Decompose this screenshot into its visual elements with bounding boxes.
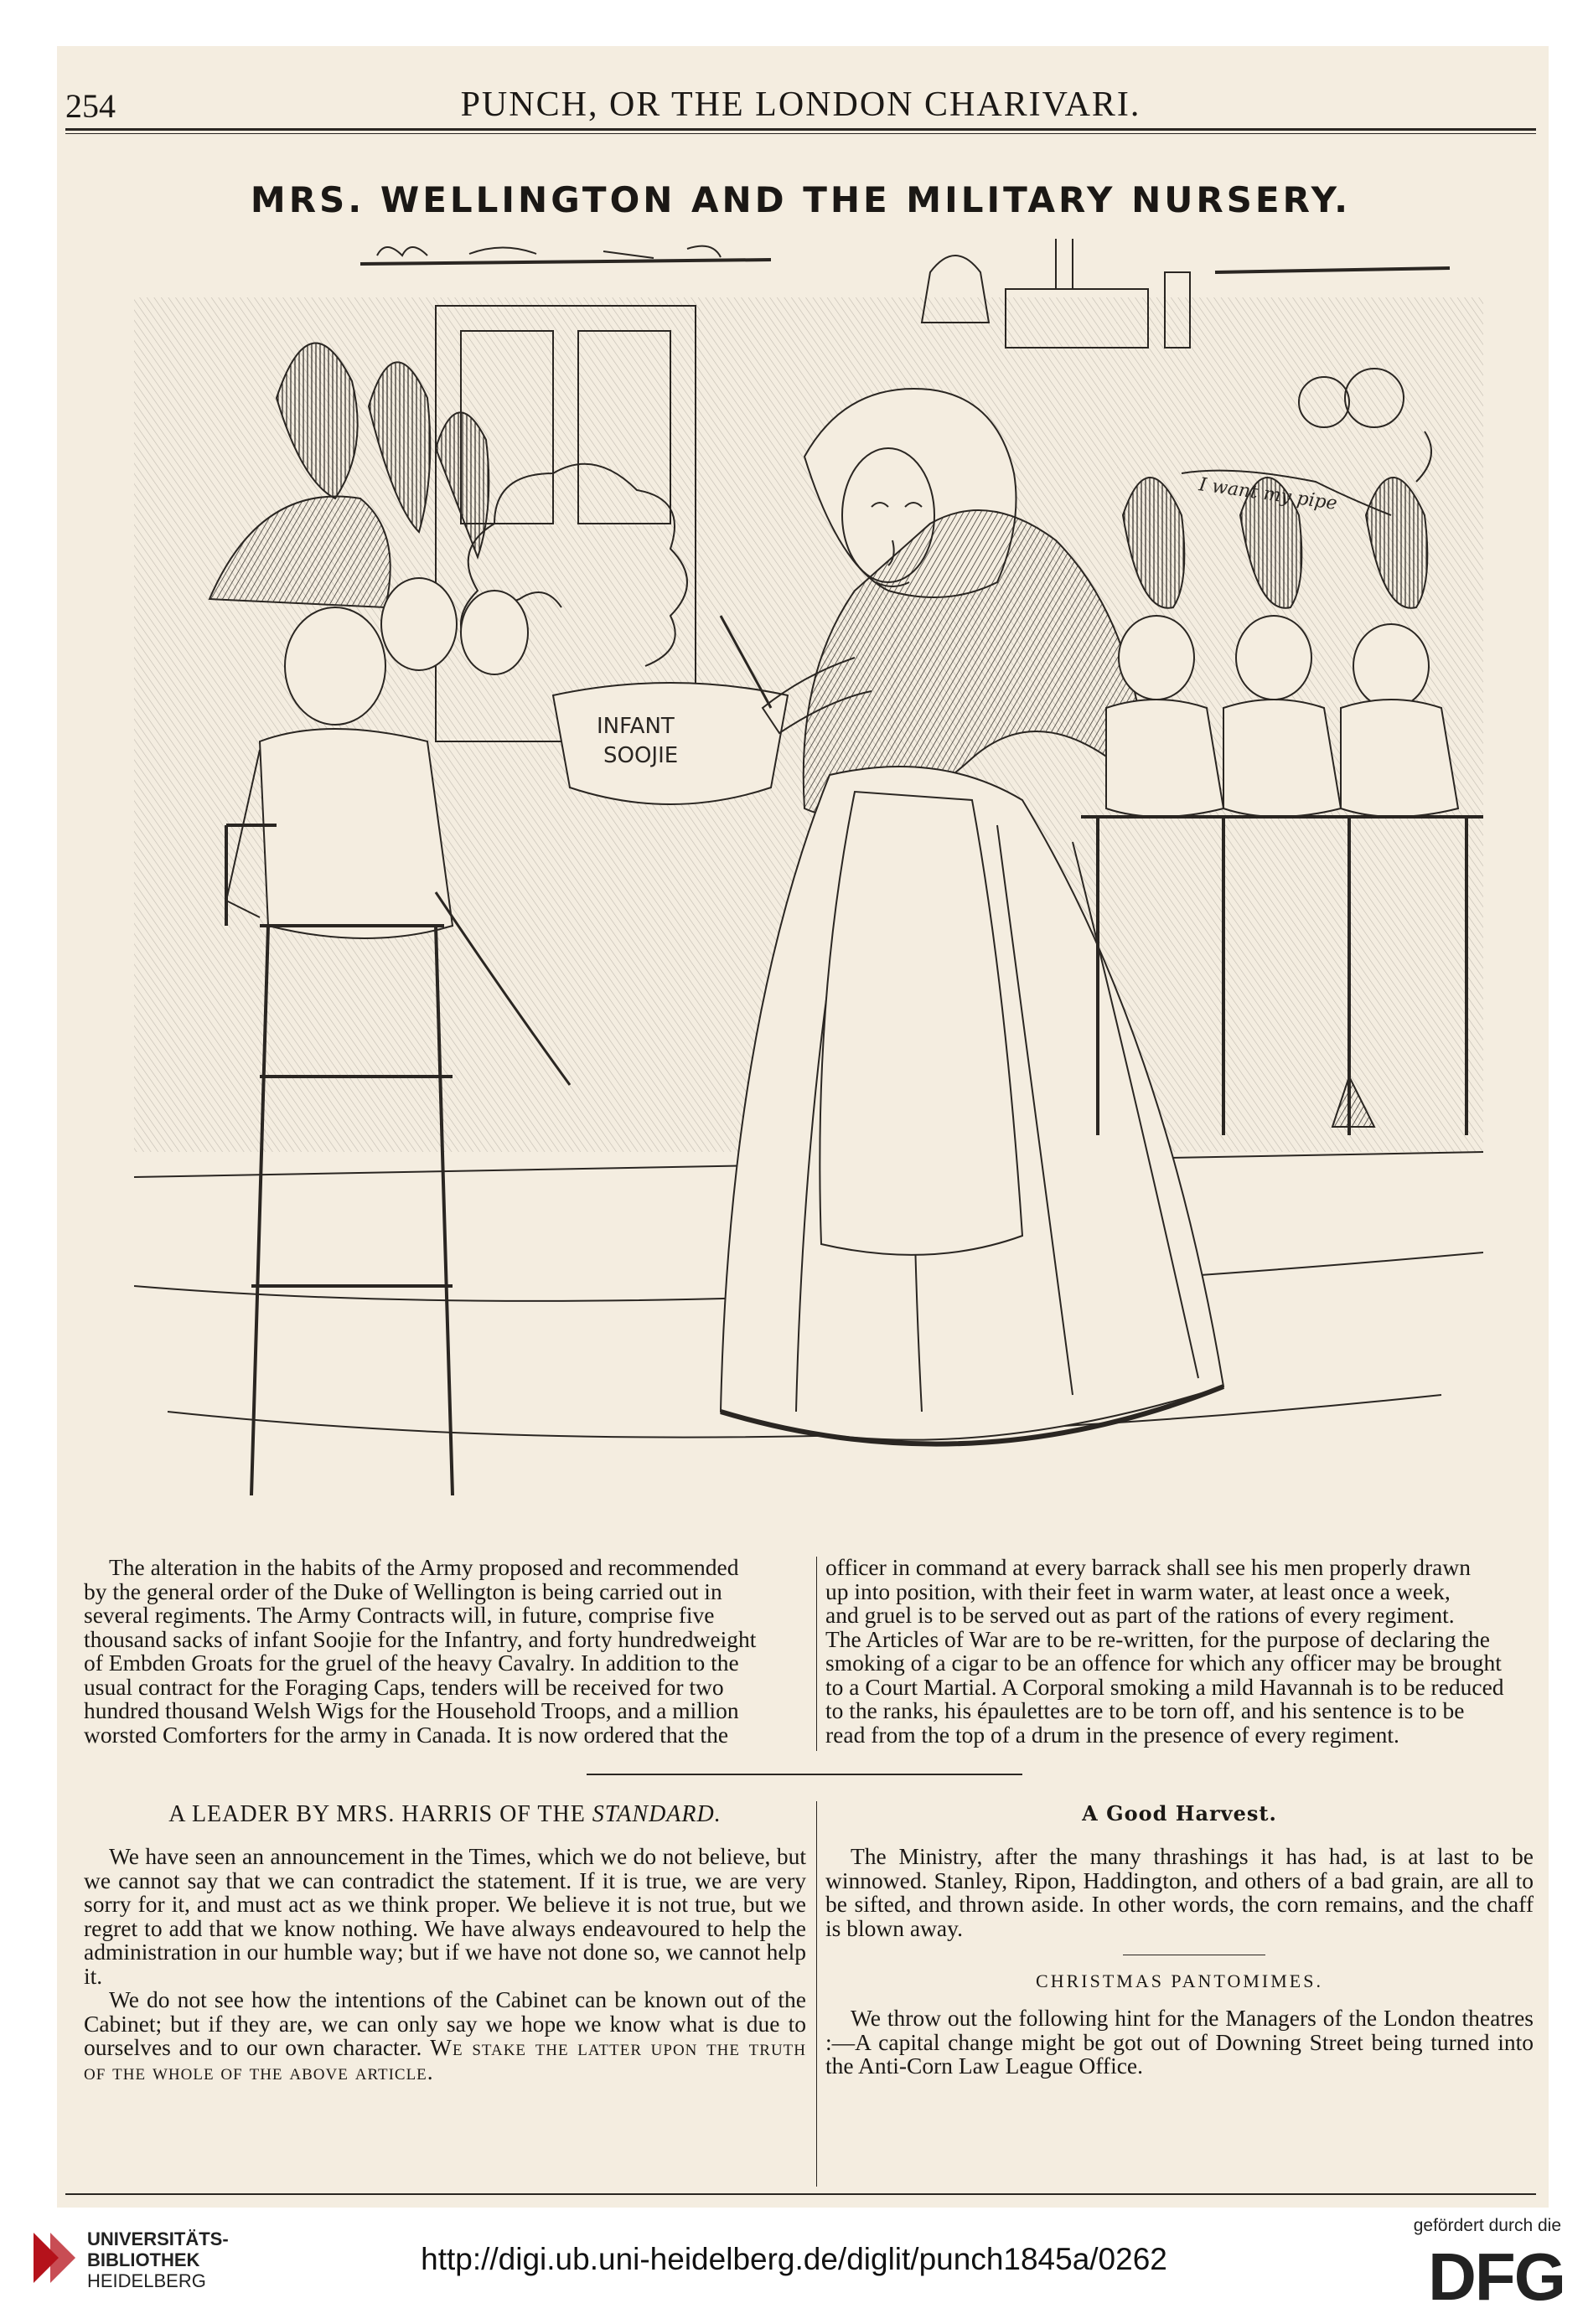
leader-paragraph-1: We have seen an announcement in the Times, which we do not believe, but we cannot say that we can contradict the statement. If it is true, we are very sorry for it, and must act as we think proper. We believe it is not true, but we regret to add that we know nothing. We have always endeavoured to help the administration in our humble way; but if we have not done so, we cannot help it. (84, 1843, 806, 1989)
article-right-column (825, 1556, 1534, 1747)
column-divider-lower (816, 1801, 817, 2187)
leader-paragraph-2-text: We do not see how the intentions of the Cabinet can be known out of the Cabinet; but if they are, we can only say we hope we know what is due to ourselves and to our own character. (84, 1986, 806, 2060)
library-name-line2: BIBLIOTHEK (87, 2249, 200, 2270)
speech-text: I want my pipe (1197, 474, 1339, 515)
article-line: smoking of a cigar to be an offence for which any officer may be brought (825, 1650, 1502, 1676)
running-head (65, 80, 1536, 130)
article-line: by the general order of the Duke of Wellington is being carried out in (84, 1578, 722, 1604)
leader-title-text: A LEADER BY MRS. HARRIS OF THE (168, 1801, 592, 1827)
article-left-column (84, 1556, 806, 1747)
article-line: worsted Comforters for the army in Canada. It is now ordered that the (84, 1721, 729, 1748)
pantomimes-paragraph: We throw out the following hint for the Managers of the London theatres :—A capital change might be got out of Downing Street being turned into the Anti-Corn Law League Office. (825, 2005, 1534, 2079)
leader-paragraph-2 (84, 1988, 806, 2084)
leader-body (84, 1845, 806, 2084)
bowl-label-2: SOOJIE (603, 743, 679, 768)
leader-paragraph-2-caps: We stake the latter upon the truth of the whole of the above article. (84, 2034, 806, 2084)
source-url-link[interactable]: http://digi.ub.uni-heidelberg.de/diglit/punch1845a/0262 (421, 2242, 1167, 2276)
harvest-title: A Good Harvest. (1082, 1801, 1277, 1826)
library-name-line1: UNIVERSITÄTS- (87, 2228, 229, 2249)
article-line: up into position, with their feet in warm water, at least once a week, (825, 1578, 1451, 1604)
article-line: thousand sacks of infant Soojie for the Infantry, and forty hundredweight (84, 1625, 757, 1652)
article-line: usual contract for the Foraging Caps, tenders will be received for two (84, 1673, 724, 1700)
article-line: The Articles of War are to be re-written, for the purpose of declaring the (825, 1625, 1490, 1652)
article-line: The alteration in the habits of the Army proposed and recommended (109, 1554, 739, 1580)
article-line: several regiments. The Army Contracts will, in future, comprise five (84, 1602, 715, 1628)
article-line: hundred thousand Welsh Wigs for the Household Troops, and a million (84, 1697, 739, 1723)
section-divider (587, 1774, 1022, 1775)
library-name-line3: HEIDELBERG (87, 2270, 206, 2291)
leader-title-italic: STANDARD. (592, 1801, 722, 1827)
journal-title: PUNCH, OR THE LONDON CHARIVARI. (460, 85, 1141, 124)
cartoon-title: MRS. WELLINGTON AND THE MILITARY NURSERY. (250, 179, 1352, 220)
dfg-logo: DFG (1428, 2239, 1565, 2314)
header-rule (65, 128, 1536, 131)
article-line: officer in command at every barrack shall see his men properly drawn (825, 1554, 1471, 1580)
article-line: to a Court Martial. A Corporal smoking a mild Havannah is to be reduced (825, 1673, 1504, 1700)
cartoon-illustration (134, 239, 1483, 1529)
harvest-body (825, 1845, 1534, 1940)
article-line: read from the top of a drum in the presence of every regiment. (825, 1721, 1399, 1748)
header-rule-thin (65, 133, 1536, 134)
page-bottom-rule (65, 2193, 1536, 2195)
leader-title (84, 1801, 806, 1828)
funded-by-text: gefördert durch die (1413, 2216, 1561, 2235)
article-line: to the ranks, his épaulettes are to be torn off, and his sentence is to be (825, 1697, 1465, 1723)
harvest-paragraph: The Ministry, after the many thrashings it has had, is at last to be winnowed. Stanley, Ripon, Haddington, and others of a bad grain, are all to be sifted, and thrown aside. In other words, the corn remains, and the chaff is blown away. (825, 1843, 1534, 1941)
pantomimes-title: CHRISTMAS PANTOMIMES. (1036, 1970, 1323, 1991)
bowl-label-1: INFANT (597, 714, 675, 739)
page-number: 254 (65, 87, 116, 125)
pantomimes-body (825, 2006, 1534, 2079)
article-line: and gruel is to be served out as part of the rations of every regiment. (825, 1602, 1455, 1628)
column-divider (816, 1557, 817, 1751)
article-line: of Embden Groats for the gruel of the heavy Cavalry. In addition to the (84, 1650, 739, 1676)
